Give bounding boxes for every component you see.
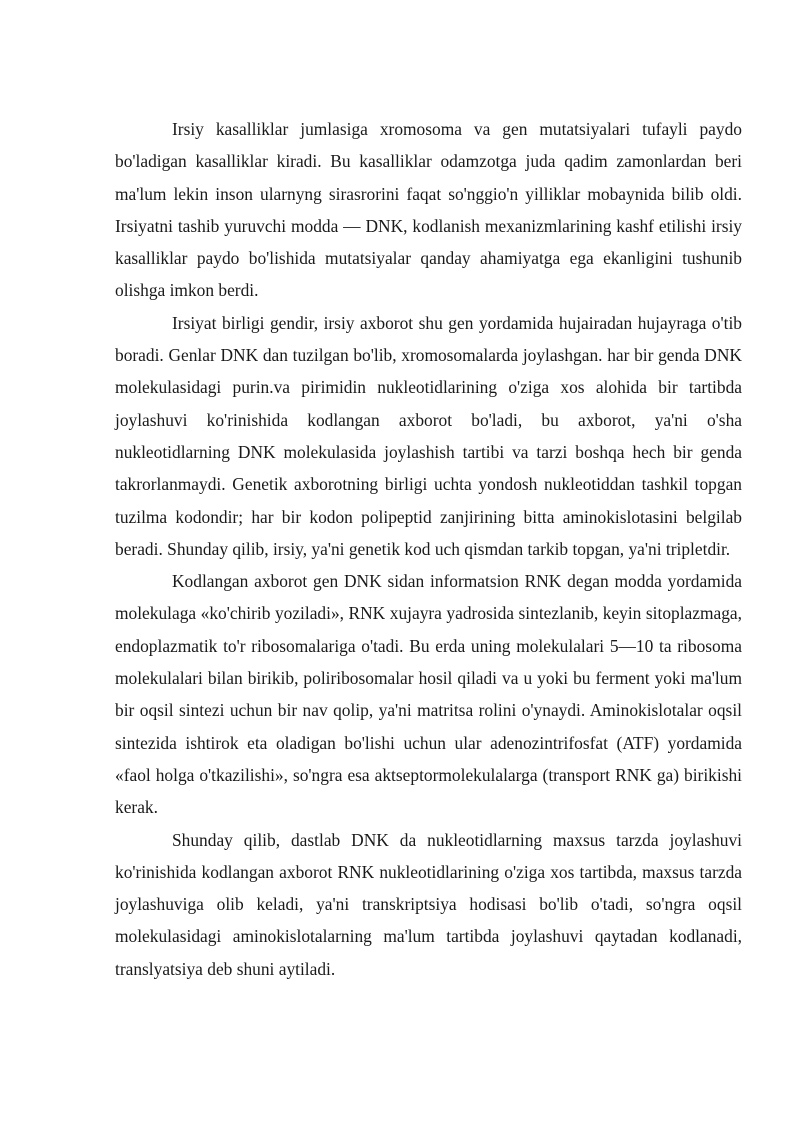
body-text xyxy=(115,113,742,985)
paragraph: Kodlangan axborot gen DNK sidan informatsion RNK degan modda yordamida molekulaga «ko'chirib yoziladi», RNK xujayra yadrosida sintezlanib, keyin sitoplazmaga, endoplazmatik to'r ribosomalariga o'tadi. Bu erda uning molekulalari 5—10 ta ribosoma molekulalari bilan birikib, poliribosomalar hosil qiladi va u yoki bu ferment yoki ma'lum bir oqsil sintezi uchun bir nav qolip, ya'ni matritsa rolini o'ynaydi. Aminokislotalar oqsil sintezida ishtirok eta oladigan bo'lishi uchun ular adenozintrifosfat (ATF) yordamida «faol holga o'tkazilishi», so'ngra esa aktseptormolekulalarga (transport RNK ga) birikishi kerak. xyxy=(115,571,742,818)
paragraph: Irsiyat birligi gendir, irsiy axborot shu gen yordamida hujairadan hujayraga o'tib boradi. Genlar DNK dan tuzilgan bo'lib, xromosomalarda joylashgan. har bir genda DNK molekulasidagi purin.va pirimidin nukleotidlarining o'ziga xos alohida bir tartibda joylashuvi ko'rinishida kodlangan axborot bo'ladi, bu axborot, ya'ni o'sha nukleotidlarning DNK molekulasida joylashish tartibi va tarzi boshqa hech bir genda takrorlanmaydi. Genetik axborotning birligi uchta yondosh nukleotiddan tashkil topgan tuzilma kodondir; har bir kodon polipeptid zanjirining bitta aminokislotasini belgilab beradi. Shunday qilib, irsiy, ya'ni genetik kod uch qismdan tarkib topgan, ya'ni tripletdir. xyxy=(115,312,742,559)
paragraph: Irsiy kasalliklar jumlasiga xromosoma va gen mutatsiyalari tufayli paydo bo'ladigan kasalliklar kiradi. Bu kasalliklar odamzotga juda qadim zamonlardan beri ma'lum lekin inson ularnyng sirasrorini faqat so'nggio'n yilliklar mobaynida bilib oldi. Irsiyatni tashib yuruvchi modda — DNK, kodlanish mexanizmlarining kashf etilishi irsiy kasalliklar paydo bo'lishida mutatsiyalar qanday ahamiyatga ega ekanligini tushunib olishga imkon berdi. xyxy=(115,119,742,301)
paragraph: Shunday qilib, dastlab DNK da nukleotidlarning maxsus tarzda joylashuvi ko'rinishida kodlangan axborot RNK nukleotidlarining o'ziga xos tartibda, maxsus tarzda joylashuviga olib keladi, ya'ni transkriptsiya hodisasi bo'lib o'tadi, so'ngra oqsil molekulasidagi aminokislotalarning ma'lum tartibda joylashuvi qaytadan kodlanadi, translyatsiya deb shuni aytiladi. xyxy=(115,829,742,979)
